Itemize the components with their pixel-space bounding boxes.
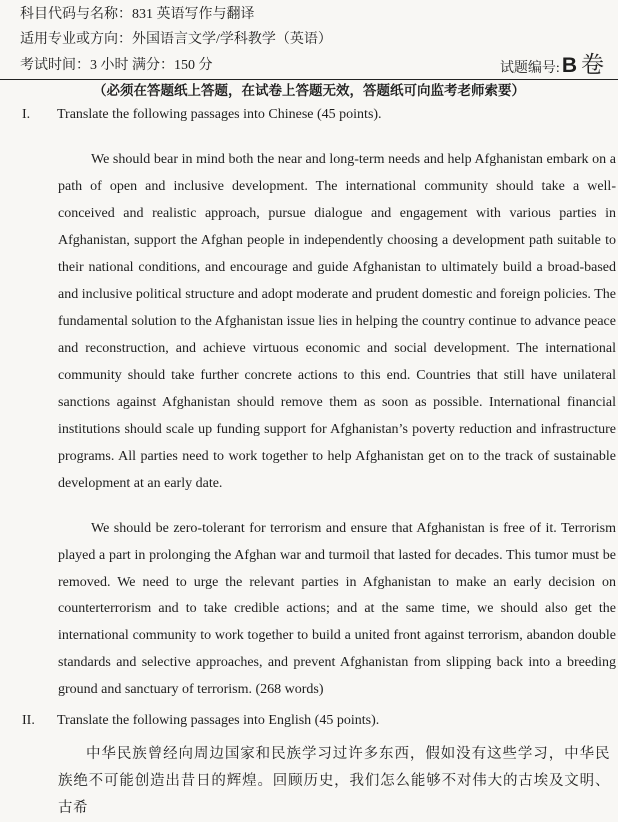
- header-divider: [0, 79, 618, 80]
- exam-version-letter: B: [561, 54, 577, 77]
- applicable-major-line: 适用专业或方向：外国语言文学/学科教学（英语）: [20, 32, 332, 47]
- section-2-number: II.: [22, 713, 35, 728]
- exam-time-score-line: 考试时间：3 小时 满分：150 分: [20, 58, 213, 73]
- passage-3-paragraph: 中华民族曾经向周边国家和民族学习过许多东西，假如没有这些学习，中华民族绝不可能创造出昔日的辉煌。回顾历史，我们怎么能够不对伟大的古埃及文明、古希: [58, 746, 610, 816]
- answer-sheet-notice: （必须在答题纸上答题，在试卷上答题无效，答题纸可向监考老师索要）: [93, 83, 525, 98]
- subject-code-line: 科目代码与名称：831 英语写作与翻译: [20, 7, 255, 22]
- section-2-title: Translate the following passages into English (45 points).: [57, 713, 380, 728]
- section-1-title: Translate the following passages into Chinese (45 points).: [57, 107, 382, 122]
- passage-1-paragraph: We should bear in mind both the near and long-term needs and help Afghanistan embark on a path of open and inclusive development. The international community should take a well-conceived and realistic approach, pursue dialogue and engagement with various parties in Afghanistan, support the Afghan people in independently choosing a development path suitable to their national conditions, and encourage and guide Afghanistan to ultimately build a broad-based and inclusive political structure and adopt moderate and prudent domestic and foreign policies. The fundamental solution to the Afghanistan issue lies in helping the country continue to advance peace and reconstruction, and achieve virtuous economic and social development. The international community should take further concrete actions to this end. Countries that still have unilateral sanctions against Afghanistan should remove them as soon as possible. International financial institutions should scale up funding support for Afghanistan’s poverty reduction and infrastructure programs. All parties need to work together to help Afghanistan get on to the track of sustainable development at an early date.: [58, 152, 616, 491]
- passage-2-paragraph: We should be zero-tolerant for terrorism and ensure that Afghanistan is free of it. Terrorism played a part in prolonging the Afghan war and turmoil that lasted for decades. This tumor must be removed. We need to urge the relevant parties in Afghanistan to make an early decision on counterterrorism and to take credible actions; and at the same time, we should also get the international community to work together to build a united front against terrorism, abandon double standards and selective approaches, and prevent Afghanistan from slipping back into a breeding ground and sanctuary of terrorism. (268 words): [58, 521, 616, 697]
- exam-version-suffix: 卷: [581, 52, 604, 77]
- exam-id-text: 试题编号:: [499, 61, 560, 76]
- section-1-number: I.: [22, 107, 31, 122]
- exam-id-label: [500, 46, 604, 79]
